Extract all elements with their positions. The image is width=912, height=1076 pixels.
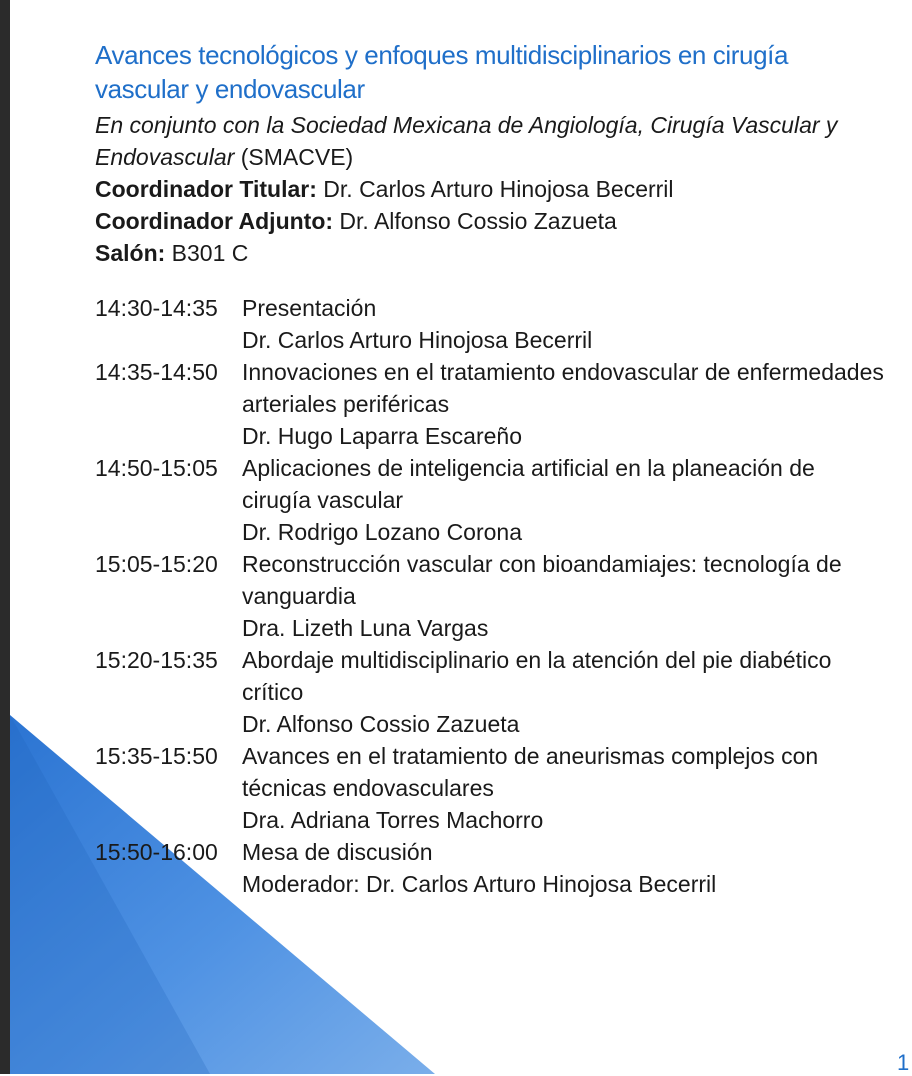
schedule-topic: Aplicaciones de inteligencia artificial en la planeación de cirugía vascular xyxy=(242,455,815,513)
schedule-item xyxy=(95,644,885,740)
schedule-speaker: Dr. Alfonso Cossio Zazueta xyxy=(242,711,520,737)
schedule-speaker: Dra. Adriana Torres Machorro xyxy=(242,807,544,833)
program-content xyxy=(95,38,885,900)
session-subtitle xyxy=(95,109,885,173)
adjunct-line xyxy=(95,205,885,237)
schedule-item xyxy=(95,292,885,356)
schedule-topic: Reconstrucción vascular con bioandamiajes: tecnología de vanguardia xyxy=(242,551,842,609)
schedule-details xyxy=(242,356,885,452)
schedule-details xyxy=(242,740,885,836)
session-title: Avances tecnológicos y enfoques multidisciplinarios en cirugía vascular y endovascular xyxy=(95,40,789,104)
schedule-topic: Mesa de discusión xyxy=(242,839,433,865)
schedule-item xyxy=(95,548,885,644)
subtitle-abbreviation: (SMACVE) xyxy=(234,144,354,170)
schedule-details xyxy=(242,292,885,356)
schedule-topic: Avances en el tratamiento de aneurismas complejos con técnicas endovasculares xyxy=(242,743,819,801)
schedule-details xyxy=(242,452,885,548)
schedule-speaker: Dr. Carlos Arturo Hinojosa Becerril xyxy=(242,327,593,353)
schedule-item xyxy=(95,740,885,836)
schedule-details xyxy=(242,548,885,644)
coordinator-line xyxy=(95,173,885,205)
schedule-speaker: Dr. Rodrigo Lozano Corona xyxy=(242,519,522,545)
schedule-topic: Abordaje multidisciplinario en la atención del pie diabético crítico xyxy=(242,647,832,705)
schedule-speaker: Dra. Lizeth Luna Vargas xyxy=(242,615,489,641)
schedule-time: 15:50-16:00 xyxy=(95,839,218,865)
schedule-list xyxy=(95,292,885,900)
schedule-item xyxy=(95,452,885,548)
page-left-edge xyxy=(0,0,10,1074)
adjunct-label: Coordinador Adjunto: xyxy=(95,208,334,234)
schedule-item xyxy=(95,836,885,900)
page-number: 1 xyxy=(897,1050,910,1075)
adjunct-name: Dr. Alfonso Cossio Zazueta xyxy=(333,208,617,234)
room-value: B301 C xyxy=(165,240,249,266)
schedule-time: 15:20-15:35 xyxy=(95,647,218,673)
schedule-item xyxy=(95,356,885,452)
coordinator-label: Coordinador Titular: xyxy=(95,176,317,202)
schedule-details xyxy=(242,836,885,900)
schedule-speaker: Moderador: Dr. Carlos Arturo Hinojosa Becerril xyxy=(242,871,717,897)
coordinator-name: Dr. Carlos Arturo Hinojosa Becerril xyxy=(316,176,674,202)
schedule-topic: Presentación xyxy=(242,295,377,321)
room-label: Salón: xyxy=(95,240,166,266)
schedule-time: 14:30-14:35 xyxy=(95,295,218,321)
schedule-speaker: Dr. Hugo Laparra Escareño xyxy=(242,423,522,449)
schedule-time: 14:35-14:50 xyxy=(95,359,218,385)
schedule-time: 15:35-15:50 xyxy=(95,743,218,769)
schedule-time: 15:05-15:20 xyxy=(95,551,218,577)
room-line xyxy=(95,237,885,269)
schedule-topic: Innovaciones en el tratamiento endovascular de enfermedades arteriales periféricas xyxy=(242,359,884,417)
subtitle-partner: En conjunto con la Sociedad Mexicana de Angiología, Cirugía Vascular y Endovascular xyxy=(95,112,838,170)
schedule-details xyxy=(242,644,885,740)
schedule-time: 14:50-15:05 xyxy=(95,455,218,481)
